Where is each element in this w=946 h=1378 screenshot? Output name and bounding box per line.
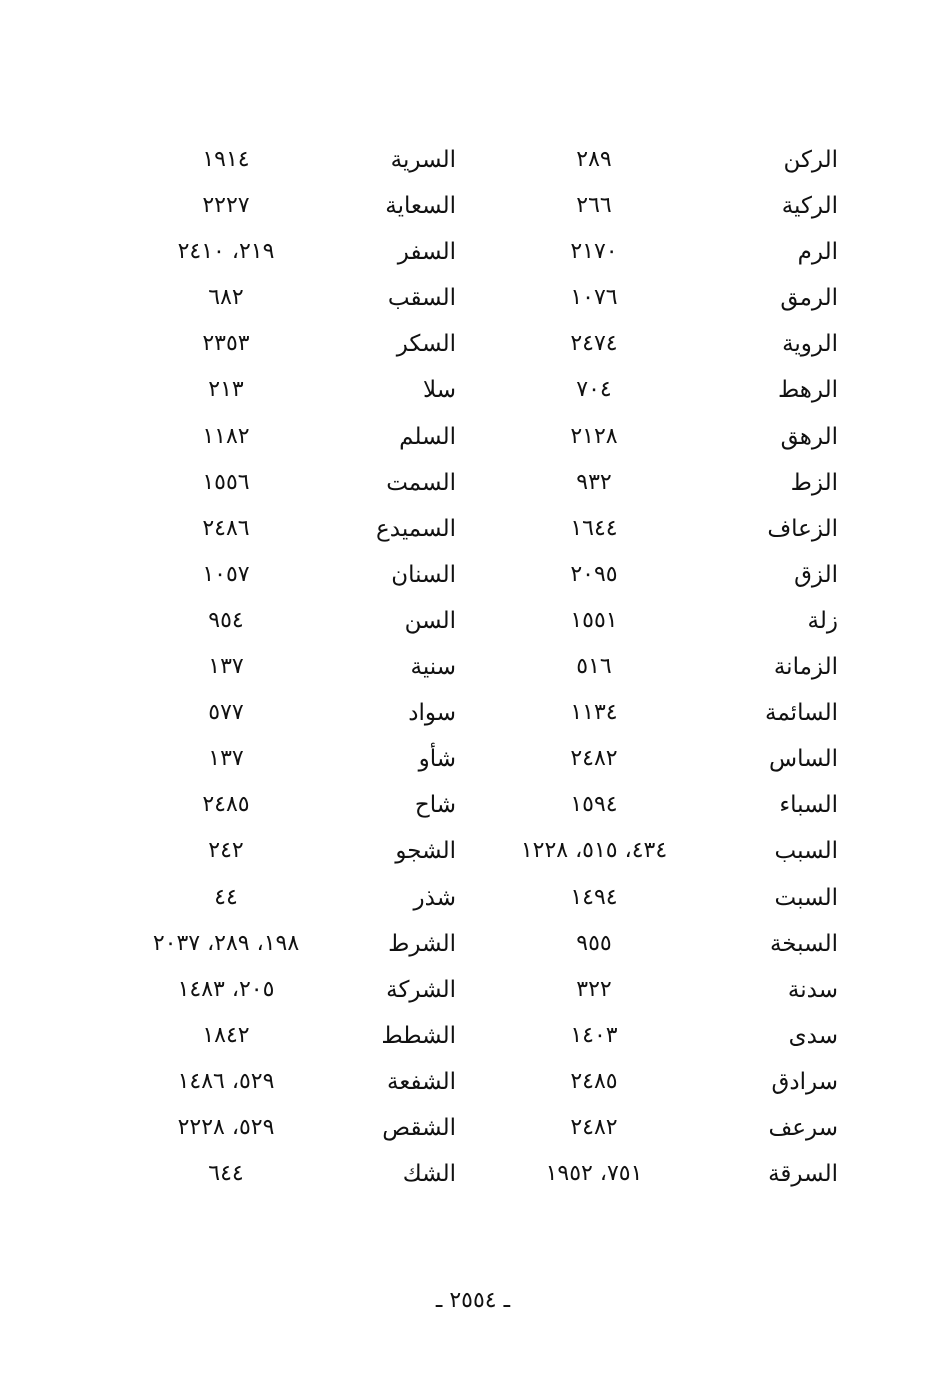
index-term: السفر [397, 239, 456, 266]
index-term: سدنة [787, 976, 838, 1003]
index-term: الركن [783, 147, 838, 173]
index-row [0, 1013, 946, 1059]
index-term: السرقة [768, 1161, 838, 1188]
index-term: زلة [807, 607, 838, 634]
index-page-refs: ٢١٩، ٢٤١٠ [177, 239, 275, 265]
index-term: الرهق [780, 423, 838, 450]
index-term: الزمانة [773, 654, 838, 681]
index-page-refs: ٢١٧٠ [570, 239, 618, 265]
index-term: الركية [781, 193, 838, 220]
index-term: سلا [423, 377, 456, 404]
index-row [0, 460, 946, 506]
index-page-refs: ١٩٨، ٢٨٩، ٢٠٣٧ [152, 930, 300, 956]
index-page-refs: ١٥٩٤ [570, 792, 618, 818]
index-page-refs: ٢١٢٨ [570, 423, 618, 449]
index-term: الرم [797, 239, 838, 266]
index-page-refs: ٢٢٢٧ [202, 193, 250, 219]
index-term: السقب [387, 285, 456, 312]
index-page-refs: ٥٢٩، ١٤٨٦ [177, 1068, 275, 1094]
index-row [0, 275, 946, 321]
index-page-refs: ١٦٤٤ [570, 515, 618, 541]
index-page-refs: ٢٠٩٥ [570, 561, 618, 587]
index-row [0, 1105, 946, 1151]
index-page-refs: ٩٣٢ [576, 469, 612, 495]
index-page-refs: ١٥٥٦ [202, 469, 250, 495]
index-term: الشجو [395, 838, 456, 865]
index-term: شأو [418, 746, 456, 773]
index-page-refs: ٦٤٤ [208, 1161, 244, 1187]
page-number: ـ ٢٥٥٤ ـ [435, 1288, 511, 1313]
index-term: السعاية [385, 193, 456, 220]
index-row [0, 828, 946, 874]
index-page-refs: ٧٠٤ [576, 377, 612, 403]
index-term: السن [404, 607, 456, 634]
index-term: الشك [402, 1161, 456, 1188]
index-row [0, 414, 946, 460]
index-row [0, 506, 946, 552]
index-page-refs: ١٤٩٤ [570, 884, 618, 910]
index-row [0, 921, 946, 967]
index-page-refs: ٢٣٥٣ [202, 331, 250, 357]
index-term: الشطط [381, 1022, 456, 1049]
index-row [0, 321, 946, 367]
index-page-refs: ٢٨٩ [576, 147, 612, 172]
index-page-refs: ٧٥١، ١٩٥٢ [545, 1161, 643, 1187]
index-term: الزعاف [767, 515, 838, 542]
index-page-refs: ٥١٦ [576, 654, 612, 680]
index-page-refs: ٢٤٨٦ [202, 515, 250, 541]
index-term: الروية [782, 331, 838, 358]
index-term: السرية [390, 147, 456, 173]
index-term: الزط [790, 469, 838, 496]
index-row [0, 967, 946, 1013]
index-row [0, 367, 946, 413]
index-page-refs: ٢٤٨٥ [570, 1068, 618, 1094]
index-term: السائمة [765, 700, 838, 727]
index-page-refs: ٢٤٨٢ [570, 1114, 618, 1140]
index-page-refs: ٢٠٥، ١٤٨٣ [177, 976, 275, 1002]
index-page-refs: ١٤٠٣ [570, 1022, 618, 1048]
index-term: الرمق [780, 285, 838, 312]
index-term: شاح [414, 792, 456, 819]
index-row [0, 690, 946, 736]
index-page-refs: ٩٥٥ [576, 930, 612, 956]
index-term: السلم [399, 423, 456, 450]
index-row [0, 875, 946, 921]
index-term: الشفعة [387, 1068, 456, 1095]
index-row [0, 1151, 946, 1197]
index-row [0, 1059, 946, 1105]
index-page-refs: ٢٤٨٥ [202, 792, 250, 818]
index-table [0, 137, 946, 1197]
index-page-refs: ٢٤٨٢ [570, 746, 618, 772]
index-term: السميدع [376, 515, 456, 542]
index-term: الشقص [382, 1114, 456, 1141]
index-page-refs: ١٠٧٦ [570, 285, 618, 311]
index-term: الشرط [388, 930, 456, 957]
index-page-refs: ١٥٥١ [570, 607, 618, 633]
index-term: السباء [779, 792, 838, 819]
index-row [0, 552, 946, 598]
index-page-refs: ١٩١٤ [202, 147, 250, 172]
index-page-refs: ٣٢٢ [576, 976, 612, 1002]
index-term: السبت [774, 884, 838, 911]
index-page-refs: ١٣٧ [208, 746, 244, 772]
index-row [0, 644, 946, 690]
index-row [0, 183, 946, 229]
index-page-refs: ٥٢٩، ٢٢٢٨ [177, 1114, 275, 1140]
index-row [0, 598, 946, 644]
index-term: سواد [408, 700, 456, 727]
index-row [0, 736, 946, 782]
index-row [0, 229, 946, 275]
index-term: سدى [788, 1022, 838, 1049]
index-page-refs: ١١٨٢ [202, 423, 250, 449]
index-page-refs: ٥٧٧ [208, 700, 244, 726]
index-term: سرعف [768, 1114, 838, 1141]
index-term: الرهط [777, 377, 838, 404]
index-term: السبب [774, 838, 838, 865]
index-term: سنية [410, 654, 456, 681]
index-row [0, 782, 946, 828]
index-term: السكر [396, 331, 456, 358]
index-term: السنان [391, 561, 456, 588]
index-page-refs: ٤٤ [214, 884, 238, 910]
index-page-refs: ١٨٤٢ [202, 1022, 250, 1048]
index-term: سرادق [771, 1068, 838, 1095]
index-term: الساس [769, 746, 838, 773]
index-term: الشركة [386, 976, 456, 1003]
index-page-refs: ٢١٣ [208, 377, 244, 403]
index-term: السمت [386, 469, 456, 496]
index-page-refs: ٦٨٢ [208, 285, 244, 311]
index-row [0, 137, 946, 183]
index-term: الزق [794, 561, 838, 588]
index-page-refs: ٤٣٤، ٥١٥، ١٢٢٨ [520, 838, 668, 864]
index-page-refs: ٢٤٢ [208, 838, 244, 864]
index-term: السبخة [769, 930, 838, 957]
index-page-refs: ١١٣٤ [570, 700, 618, 726]
index-page-refs: ١٣٧ [208, 654, 244, 680]
index-page-refs: ٢٦٦ [576, 193, 612, 219]
index-page-refs: ١٠٥٧ [202, 561, 250, 587]
index-page-refs: ٩٥٤ [208, 607, 244, 633]
index-term: شذر [413, 884, 456, 911]
index-page-refs: ٢٤٧٤ [570, 331, 618, 357]
